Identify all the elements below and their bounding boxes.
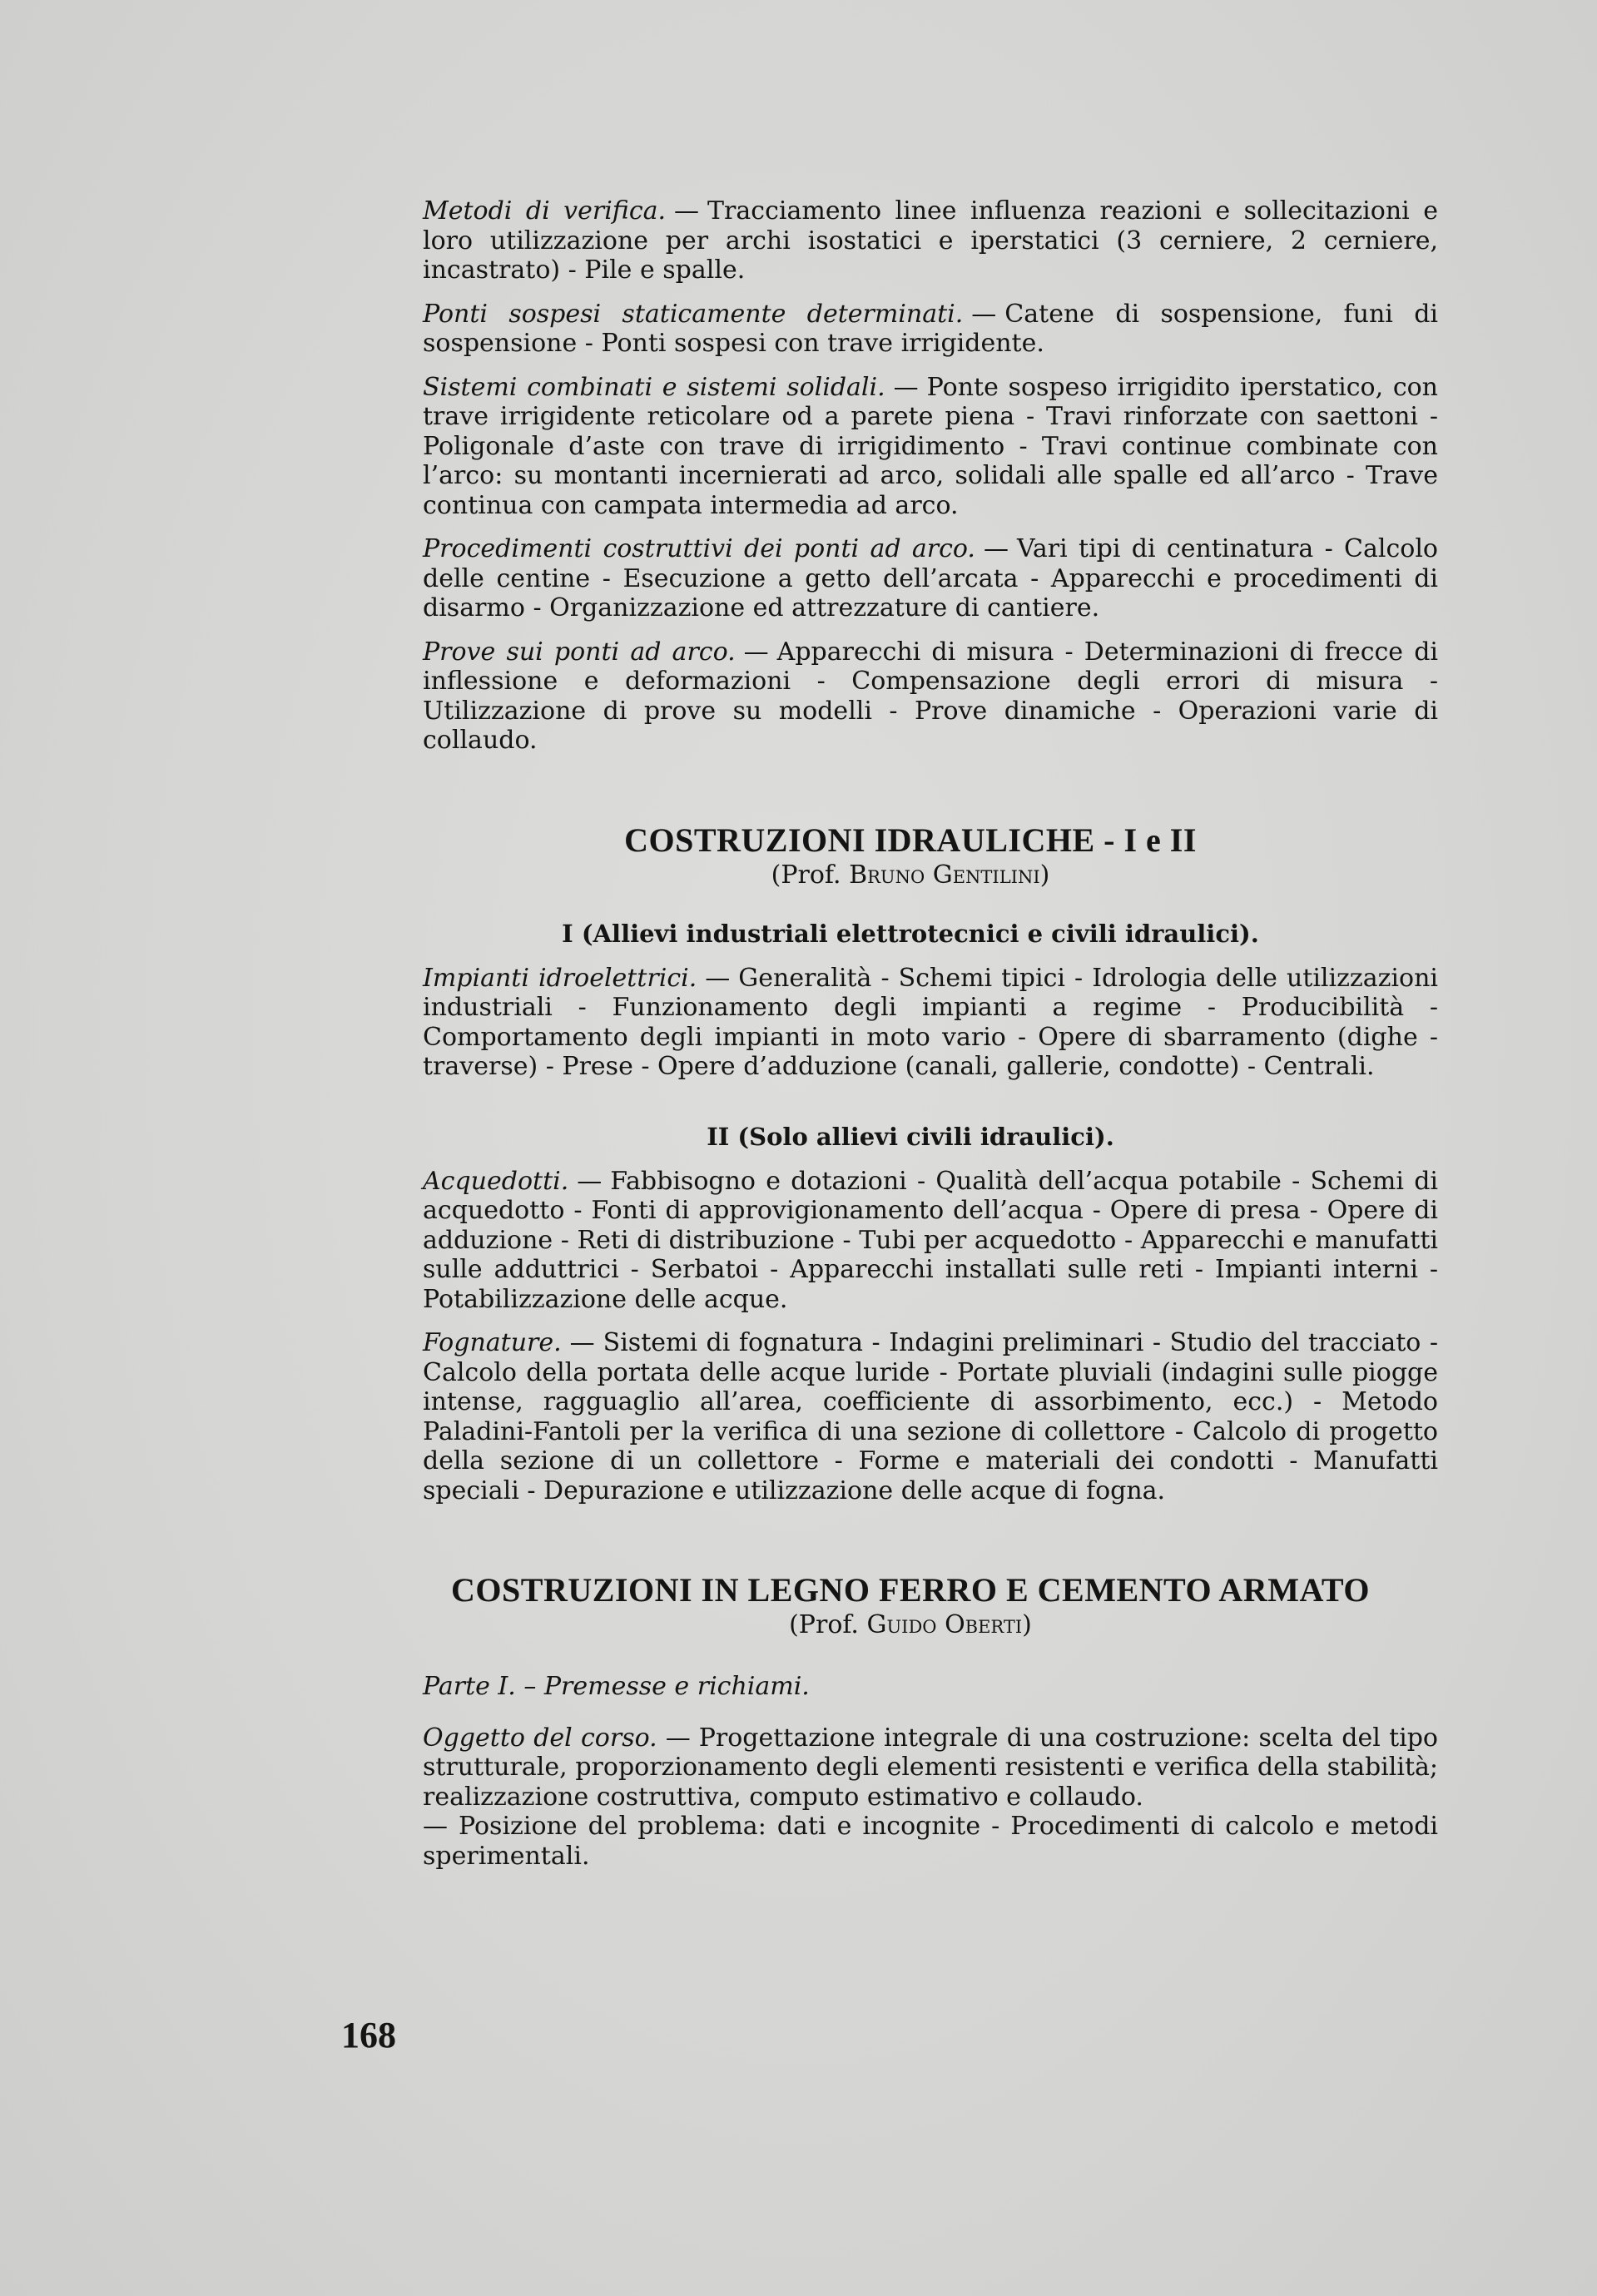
paragraph-lead: Acquedotti. [423, 1166, 569, 1196]
professor-name: Bruno Gentilini [849, 860, 1040, 890]
paragraph-lead: Impianti idroelettrici. [423, 963, 697, 993]
paragraph-lead: Ponti sospesi staticamente determinati. [423, 299, 964, 329]
subsection-heading-part2: II (Solo allievi civili idraulici). [707, 1122, 1114, 1151]
paragraph-text: Generalità - Schemi tipici - Idrologia delle utilizzazioni industriali - Funzionamento degli impianti a regime - Producibilità - Comportamento degli impianti in moto vario - Opere di sbarramento (dighe - traverse) - Prese - Opere d’adduzione (canali, gallerie, condotte) - Centrali. [423, 963, 1438, 1081]
paragraph-lead: Prove sui ponti ad arco. [423, 637, 736, 667]
paragraph-text: Apparecchi di misura - Determinazioni di frecce di inflessione e deformazioni - Compensazione degli errori di misura - Utilizzazione di prove su modelli - Prove dinamiche - Operazioni varie di collaudo. [423, 637, 1439, 755]
paragraph-text: Tracciamento linee influenza reazioni e sollecitazioni e loro utilizzazione per archi isostatici e iperstatici (3 cerniere, 2 cerniere, incastrato) - Pile e spalle. [423, 196, 1438, 285]
professor-line: (Prof. Bruno Gentilini) [771, 860, 1050, 890]
paragraph-text: Fabbisogno e dotazioni - Qualità dell’acqua potabile - Schemi di acquedotto - Fonti di approvigionamento dell’acqua - Opere di presa - Opere di adduzione - Reti di distribuzione - Tubi per acquedotto - Apparecchi e manufatti sulle adduttrici - Serbatoi - Apparecchi installati sulle reti - Impianti interni - Potabilizzazione delle acque. [423, 1166, 1438, 1314]
page-number: 168 [341, 2015, 396, 2055]
paragraph-impianti: Impianti idroelettrici. — Generalità - Schemi tipici - Idrologia delle utilizzazioni industriali - Funzionamento degli impianti a regime - Producibilità - Comportamento degli impianti in moto vario - Opere di sbarramento (dighe - traverse) - Prese - Opere d’adduzione (canali, gallerie, condotte) - Centrali. [423, 963, 1438, 1081]
paragraph-lead: Oggetto del corso. [423, 1723, 657, 1753]
paragraph-prove: Prove sui ponti ad arco. — Apparecchi di misura - Determinazioni di frecce di inflessione e deformazioni - Compensazione degli errori di misura - Utilizzazione di prove su modelli - Prove dinamiche - Operazioni varie di collaudo. [423, 637, 1439, 755]
section-title-legno: COSTRUZIONI IN LEGNO FERRO E CEMENTO ARMATO [451, 1571, 1370, 1609]
paragraph-ponti-sospesi: Ponti sospesi staticamente determinati. — Catene di sospensione, funi di sospensione - Ponti sospesi con trave irrigidente. [423, 299, 1438, 358]
subsection-heading-part1: I (Allievi industriali elettrotecnici e civili idraulici). [562, 919, 1259, 948]
paragraph-continuation: — Posizione del problema: dati e incognite - Procedimenti di calcolo e metodi sperimentali. [423, 1812, 1438, 1871]
professor-name: Guido Oberti [866, 1610, 1023, 1639]
section-title-idrauliche: COSTRUZIONI IDRAULICHE - I e II [624, 821, 1197, 859]
paragraph-text: Vari tipi di centinatura - Calcolo delle centine - Esecuzione a getto dell’arcata - Apparecchi e procedimenti di disarmo - Organizzazione ed attrezzature di cantiere. [423, 534, 1438, 622]
paragraph-acquedotti: Acquedotti. — Fabbisogno e dotazioni - Qualità dell’acqua potabile - Schemi di acquedotto - Fonti di approvigionamento dell’acqua - Opere di presa - Opere di adduzione - Reti di distribuzione - Tubi per acquedotto - Apparecchi e manufatti sulle adduttrici - Serbatoi - Apparecchi installati sulle reti - Impianti interni - Potabilizzazione delle acque. [423, 1166, 1438, 1314]
text-column [383, 196, 1438, 1885]
paragraph-lead: Metodi di verifica. [423, 196, 667, 226]
professor-line: (Prof. Guido Oberti) [789, 1610, 1032, 1639]
paragraph-metodi-verifica: Metodi di verifica. — Tracciamento linee influenza reazioni e sollecitazioni e loro utilizzazione per archi isostatici e iperstatici (3 cerniere, 2 cerniere, incastrato) - Pile e spalle. [423, 196, 1438, 285]
paragraph-text: Sistemi di fognatura - Indagini preliminari - Studio del tracciato - Calcolo della portata delle acque luride - Portate pluviali (indagini sulle piogge intense, ragguaglio all’area, coefficiente di assorbimento, ecc.) - Metodo Paladini-Fantoli per la verifica di una sezione di collettore - Calcolo di progetto della sezione di un collettore - Forme e materiali dei condotti - Manufatti speciali - Depurazione e utilizzazione delle acque di fogna. [423, 1328, 1438, 1505]
paragraph-procedimenti: Procedimenti costruttivi dei ponti ad arco. — Vari tipi di centinatura - Calcolo delle centine - Esecuzione a getto dell’arcata - Apparecchi e procedimenti di disarmo - Organizzazione ed attrezzature di cantiere. [423, 534, 1438, 622]
paragraph-text: Ponte sospeso irrigidito iperstatico, con trave irrigidente reticolare od a parete piena - Travi rinforzate con saettoni - Poligonale d’aste con trave di irrigidimento - Travi continue combinate con l’arco: su montanti incernierati ad arco, solidali alle spalle ed all’arco - Trave continua con campata intermedia ad arco. [423, 372, 1438, 520]
paragraph-oggetto: Oggetto del corso. — Progettazione integrale di una costruzione: scelta del tipo strutturale, proporzionamento degli elementi resistenti e verifica della stabilità; realizzazione costruttiva, computo estimativo e collaudo. [423, 1723, 1438, 1812]
paragraph-sistemi-combinati: Sistemi combinati e sistemi solidali. — Ponte sospeso irrigidito iperstatico, con trave irrigidente reticolare od a parete piena - Travi rinforzate con saettoni - Poligonale d’aste con trave di irrigidimento - Travi continue combinate con l’arco: su montanti incernierati ad arco, solidali alle spalle ed all’arco - Trave continua con campata intermedia ad arco. [423, 372, 1438, 520]
parte-heading: Parte I. – Premesse e richiami. [423, 1672, 810, 1701]
paragraph-text: Catene di sospensione, funi di sospensione - Ponti sospesi con trave irrigidente. [423, 299, 1438, 358]
paragraph-text: Progettazione integrale di una costruzione: scelta del tipo strutturale, proporzionamento degli elementi resistenti e verifica della stabilità; realizzazione costruttiva, computo estimativo e collaudo. [423, 1723, 1438, 1812]
paragraph-lead: Fognature. [423, 1328, 562, 1357]
paragraph-fognature: Fognature. — Sistemi di fognatura - Indagini preliminari - Studio del tracciato - Calcolo della portata delle acque luride - Portate pluviali (indagini sulle piogge intense, ragguaglio all’area, coefficiente di assorbimento, ecc.) - Metodo Paladini-Fantoli per la verifica di una sezione di collettore - Calcolo di progetto della sezione di un collettore - Forme e materiali dei condotti - Manufatti speciali - Depurazione e utilizzazione delle acque di fogna. [423, 1328, 1438, 1505]
paragraph-lead: Procedimenti costruttivi dei ponti ad arco. [423, 534, 975, 563]
paragraph-lead: Sistemi combinati e sistemi solidali. [423, 372, 885, 402]
